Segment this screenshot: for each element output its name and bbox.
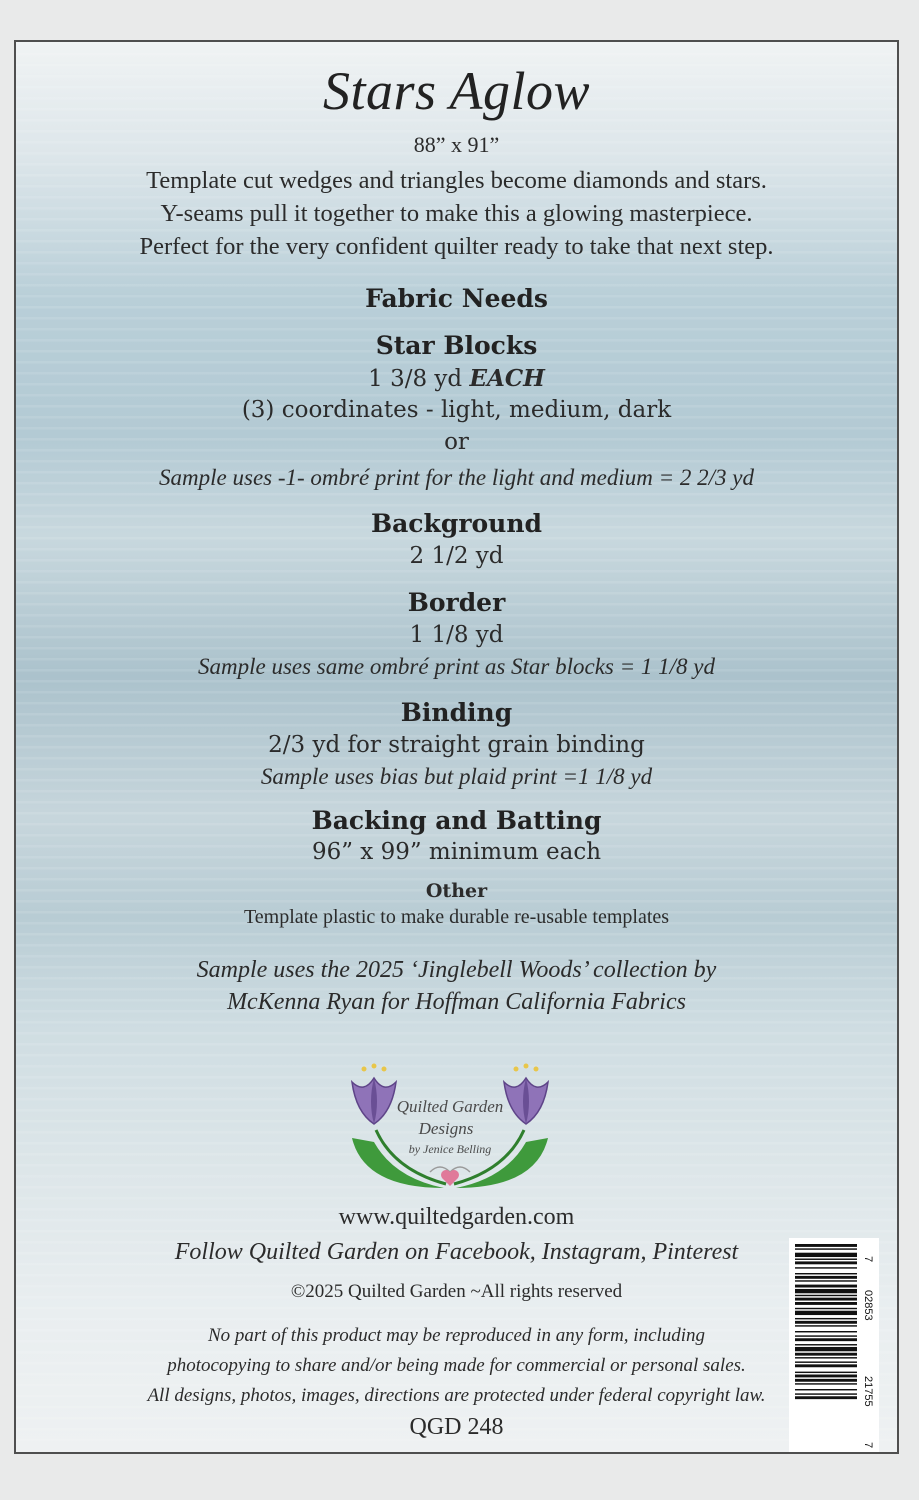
binding-sample-note: Sample uses bias but plaid print =1 1/8 yd (260, 764, 653, 789)
barcode-bar (795, 1273, 857, 1274)
barcode-bar (795, 1357, 857, 1358)
border-sample-note: Sample uses same ombré print as Star blocks = 1 1/8 yd (197, 654, 715, 679)
website-text: www.quiltedgarden.com (338, 1204, 575, 1230)
barcode-bar (795, 1253, 857, 1257)
barcode-bar (795, 1375, 857, 1378)
barcode-digits-lower: 21755 (862, 1376, 874, 1407)
description-line: Y-seams pull it together to make this a glowing masterpiece. (160, 200, 753, 227)
barcode-bar (795, 1364, 857, 1367)
barcode-bar (795, 1298, 857, 1301)
legal-line: No part of this product may be reproduced in any form, including (207, 1325, 706, 1346)
barcode-bar (795, 1276, 857, 1279)
barcode-bar (795, 1267, 857, 1268)
credit-line: McKenna Ryan for Hoffman California Fabrics (227, 989, 686, 1015)
barcode-bar (795, 1389, 857, 1390)
barcode-bar (795, 1259, 857, 1260)
background-amount: 2 1/2 yd (409, 543, 504, 569)
legal-line: All designs, photos, images, directions are protected under federal copyright law. (147, 1385, 766, 1406)
barcode-bar (795, 1302, 857, 1305)
upc-barcode (789, 1238, 879, 1454)
barcode-bar (795, 1353, 857, 1356)
description-line: Template cut wedges and triangles become diamonds and stars. (146, 167, 767, 194)
barcode-bar (795, 1338, 857, 1341)
binding-amount: 2/3 yd for straight grain binding (268, 732, 645, 758)
other-heading: Other (425, 880, 488, 902)
barcode-bar (795, 1396, 857, 1399)
border-heading: Border (407, 588, 506, 617)
backing-amount: 96” x 99” minimum each (311, 839, 602, 865)
legal-line: photocopying to share and/or being made for commercial or personal sales. (167, 1355, 746, 1376)
legal-notice (16, 1321, 897, 1411)
pattern-title: Stars Aglow (322, 61, 591, 121)
barcode-bar (795, 1335, 857, 1336)
barcode-bar (795, 1325, 857, 1326)
right-tulip-icon (504, 1064, 548, 1125)
star-blocks-sample-note: Sample uses -1- ombré print for the light and medium = 2 2/3 yd (159, 465, 754, 490)
description-line: Perfect for the very confident quilter ready to take that next step. (139, 233, 774, 260)
other-text: Template plastic to make durable re-usable templates (243, 906, 670, 928)
star-blocks-or: or (444, 429, 469, 455)
binding-heading: Binding (400, 698, 513, 727)
barcode-bar (795, 1331, 857, 1332)
logo-line3: by Jenice Belling (408, 1142, 492, 1156)
star-blocks-amount (16, 365, 897, 392)
barcode-bar (795, 1289, 857, 1293)
left-tulip-icon (352, 1064, 396, 1125)
barcode-bar (795, 1321, 857, 1324)
barcode-bar (795, 1248, 857, 1249)
barcode-bar (795, 1372, 857, 1373)
star-blocks-yardage: 1 3/8 yd (368, 366, 463, 392)
credit-line: Sample uses the 2025 ‘Jinglebell Woods’ collection by (196, 957, 717, 983)
barcode-bar (795, 1361, 857, 1362)
fabric-needs-heading: Fabric Needs (365, 284, 548, 313)
collection-credit (16, 954, 897, 1018)
barcode-bar (795, 1280, 857, 1281)
pattern-back-cover (14, 40, 899, 1454)
barcode-bar (795, 1318, 857, 1319)
barcode-bar (795, 1383, 857, 1384)
backing-heading: Backing and Batting (311, 806, 602, 835)
barcode-digit-top: 7 (862, 1256, 874, 1263)
barcode-bar (795, 1295, 857, 1296)
barcode-bars (795, 1244, 857, 1399)
barcode-bar (795, 1244, 857, 1247)
star-blocks-coordinates: (3) coordinates - light, medium, dark (241, 397, 672, 423)
quilted-garden-logo (334, 1060, 566, 1195)
star-blocks-heading: Star Blocks (375, 331, 538, 360)
barcode-bar (795, 1347, 857, 1351)
barcode-digits-middle: 02853 (862, 1290, 874, 1321)
barcode-bar (795, 1285, 857, 1288)
barcode-bar (795, 1311, 857, 1315)
logo-line1: Quilted Garden (396, 1097, 504, 1116)
border-amount: 1 1/8 yd (409, 622, 504, 648)
social-follow-text: Follow Quilted Garden on Facebook, Instagram, Pinterest (174, 1239, 739, 1265)
product-code: QGD 248 (409, 1414, 504, 1440)
background-heading: Background (370, 509, 543, 538)
quilt-size: 88” x 91” (413, 132, 500, 157)
barcode-bar (795, 1261, 857, 1264)
barcode-bar (795, 1393, 857, 1394)
barcode-bar (795, 1308, 857, 1309)
pattern-description (16, 164, 897, 263)
copyright-text: ©2025 Quilted Garden ~All rights reserved (290, 1281, 623, 1302)
barcode-digit-bottom: 7 (862, 1442, 874, 1449)
logo-line2: Designs (418, 1119, 474, 1138)
barcode-bar (795, 1379, 857, 1382)
barcode-bar (795, 1344, 857, 1345)
star-blocks-each: EACH (469, 365, 545, 392)
